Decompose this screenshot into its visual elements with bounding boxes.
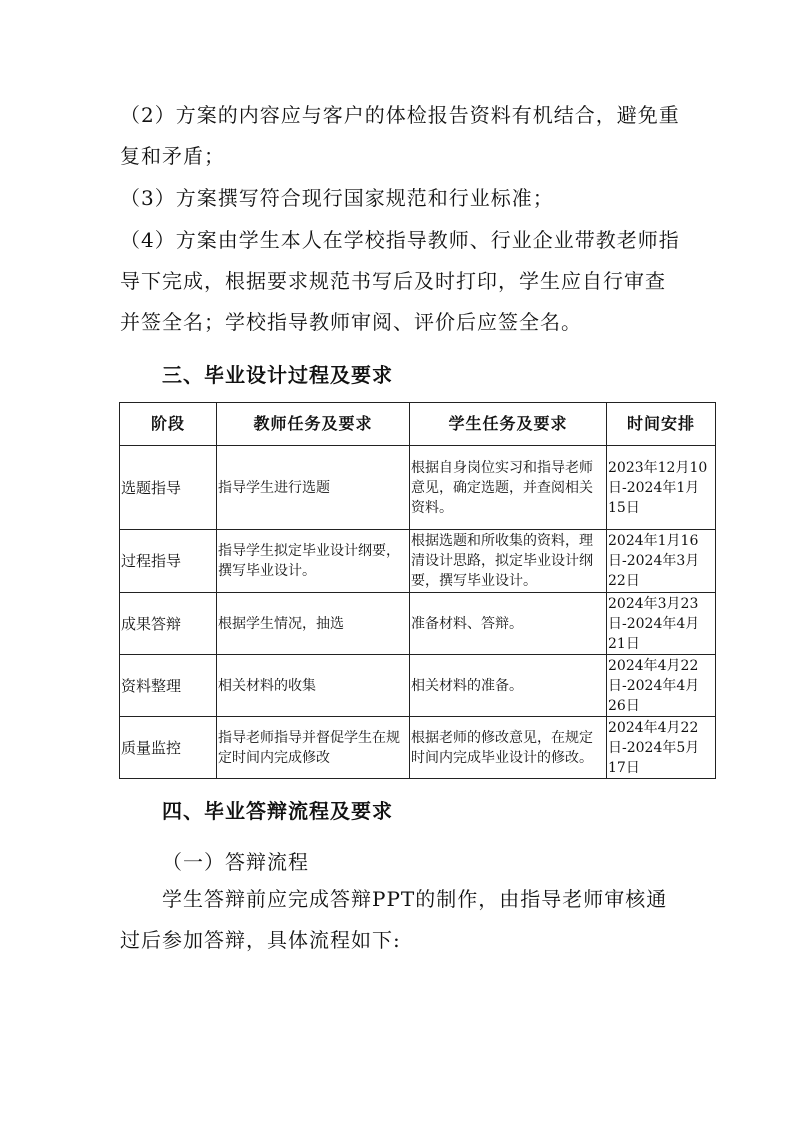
cell-teacher: 指导老师指导并督促学生在规定时间内完成修改 bbox=[217, 717, 410, 779]
cell-time: 2024年4月22日-2024年5月17日 bbox=[607, 717, 716, 779]
cell-time: 2024年3月23日-2024年4月21日 bbox=[607, 593, 716, 655]
cell-student: 根据选题和所收集的资料，理清设计思路，拟定毕业设计纲要，撰写毕业设计。 bbox=[410, 530, 607, 593]
cell-teacher: 根据学生情况，抽选 bbox=[217, 593, 410, 655]
cell-teacher: 相关材料的收集 bbox=[217, 655, 410, 717]
subsection-defense-process: （一）答辩流程 bbox=[162, 850, 309, 874]
table-row bbox=[120, 446, 716, 530]
cell-student: 根据老师的修改意见，在规定时间内完成毕业设计的修改。 bbox=[410, 717, 607, 779]
cell-stage: 成果答辩 bbox=[120, 593, 217, 655]
graduation-design-schedule-table bbox=[119, 402, 716, 779]
cell-stage: 选题指导 bbox=[120, 446, 217, 530]
cell-stage: 质量监控 bbox=[120, 717, 217, 779]
header-teacher-task: 教师任务及要求 bbox=[217, 403, 410, 446]
table-row bbox=[120, 717, 716, 779]
paragraph-item-3: （3）方案撰写符合现行国家规范和行业标准； bbox=[120, 186, 554, 210]
paragraph-item-2: （2）方案的内容应与客户的体检报告资料有机结合，避免重复和矛盾； bbox=[120, 103, 680, 168]
header-time: 时间安排 bbox=[607, 403, 716, 446]
section-4-heading: 四、毕业答辩流程及要求 bbox=[162, 799, 393, 823]
cell-teacher: 指导学生拟定毕业设计纲要，撰写毕业设计。 bbox=[217, 530, 410, 593]
cell-student: 准备材料、答辩。 bbox=[410, 593, 607, 655]
table-row bbox=[120, 593, 716, 655]
header-stage: 阶段 bbox=[120, 403, 217, 446]
table-row bbox=[120, 530, 716, 593]
paragraph-defense-intro: 学生答辩前应完成答辩PPT的制作，由指导老师审核通过后参加答辩，具体流程如下: bbox=[120, 887, 668, 952]
header-student-task: 学生任务及要求 bbox=[410, 403, 607, 446]
cell-student: 相关材料的准备。 bbox=[410, 655, 607, 717]
section-3-heading: 三、毕业设计过程及要求 bbox=[162, 363, 393, 387]
cell-stage: 资料整理 bbox=[120, 655, 217, 717]
table-row bbox=[120, 655, 716, 717]
cell-stage: 过程指导 bbox=[120, 530, 217, 593]
cell-time: 2023年12月10日-2024年1月15日 bbox=[607, 446, 716, 530]
cell-time: 2024年4月22日-2024年4月26日 bbox=[607, 655, 716, 717]
cell-time: 2024年1月16日-2024年3月22日 bbox=[607, 530, 716, 593]
paragraph-item-4: （4）方案由学生本人在学校指导教师、行业企业带教老师指导下完成，根据要求规范书写后及时打印，学生应自行审查并签全名；学校指导教师审阅、评价后应签全名。 bbox=[120, 228, 680, 334]
table-header-row bbox=[120, 403, 716, 446]
cell-teacher: 指导学生进行选题 bbox=[217, 446, 410, 530]
cell-student: 根据自身岗位实习和指导老师意见，确定选题，并查阅相关资料。 bbox=[410, 446, 607, 530]
